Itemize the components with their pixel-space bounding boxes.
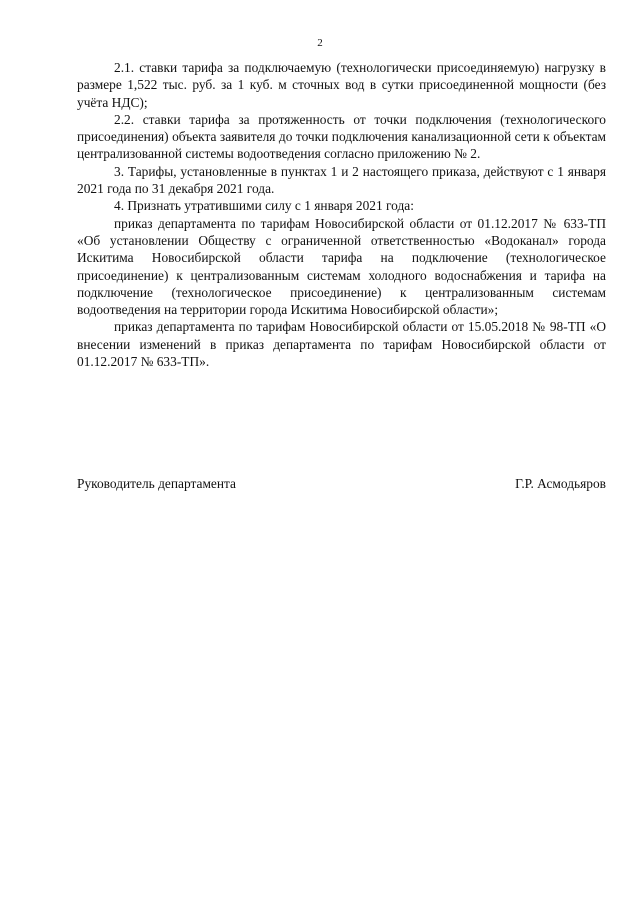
paragraph-repealed-order-98: приказ департамента по тарифам Новосибирской области от 15.05.2018 № 98-ТП «О внесении изменений в приказ департамента по тарифам Новосибирской области от 01.12.2017 № 633-ТП». [77,319,606,370]
paragraph-repealed-order-633: приказ департамента по тарифам Новосибирской области от 01.12.2017 № 633-ТП «Об установлении Обществу с ограниченной ответственностью «Водоканал» города Искитима Новосибирской области тарифа на подключение (технологическое присоединение) к централизованным системам холодного водоснабжения и тарифа на подключение (технологическое присоединение) к централизованным системам водоотведения на территории города Искитима Новосибирской области»; [77,215,606,318]
signatory-position: Руководитель департамента [77,476,236,491]
paragraph-2-1: 2.1. ставки тарифа за подключаемую (технологически присоединяемую) нагрузку в размере 1,522 тыс. руб. за 1 куб. м сточных вод в сутки присоединенной мощности (без учёта НДС); [77,60,606,110]
page-number: 2 [317,37,323,49]
paragraph-3: 3. Тарифы, установленные в пунктах 1 и 2 настоящего приказа, действуют с 1 января 2021 года по 31 декабря 2021 года. [77,163,606,197]
signatory-name: Г.Р. Асмодьяров [515,476,606,491]
paragraph-2-2: 2.2. ставки тарифа за протяженность от точки подключения (технологического присоединения) объекта заявителя до точки подключения канализационной сети к объектам централизованной системы водоотведения согласно приложению № 2. [77,111,606,162]
signature-block [77,475,606,492]
document-body [77,59,606,370]
paragraph-4: 4. Признать утратившими силу с 1 января 2021 года: [114,198,414,214]
